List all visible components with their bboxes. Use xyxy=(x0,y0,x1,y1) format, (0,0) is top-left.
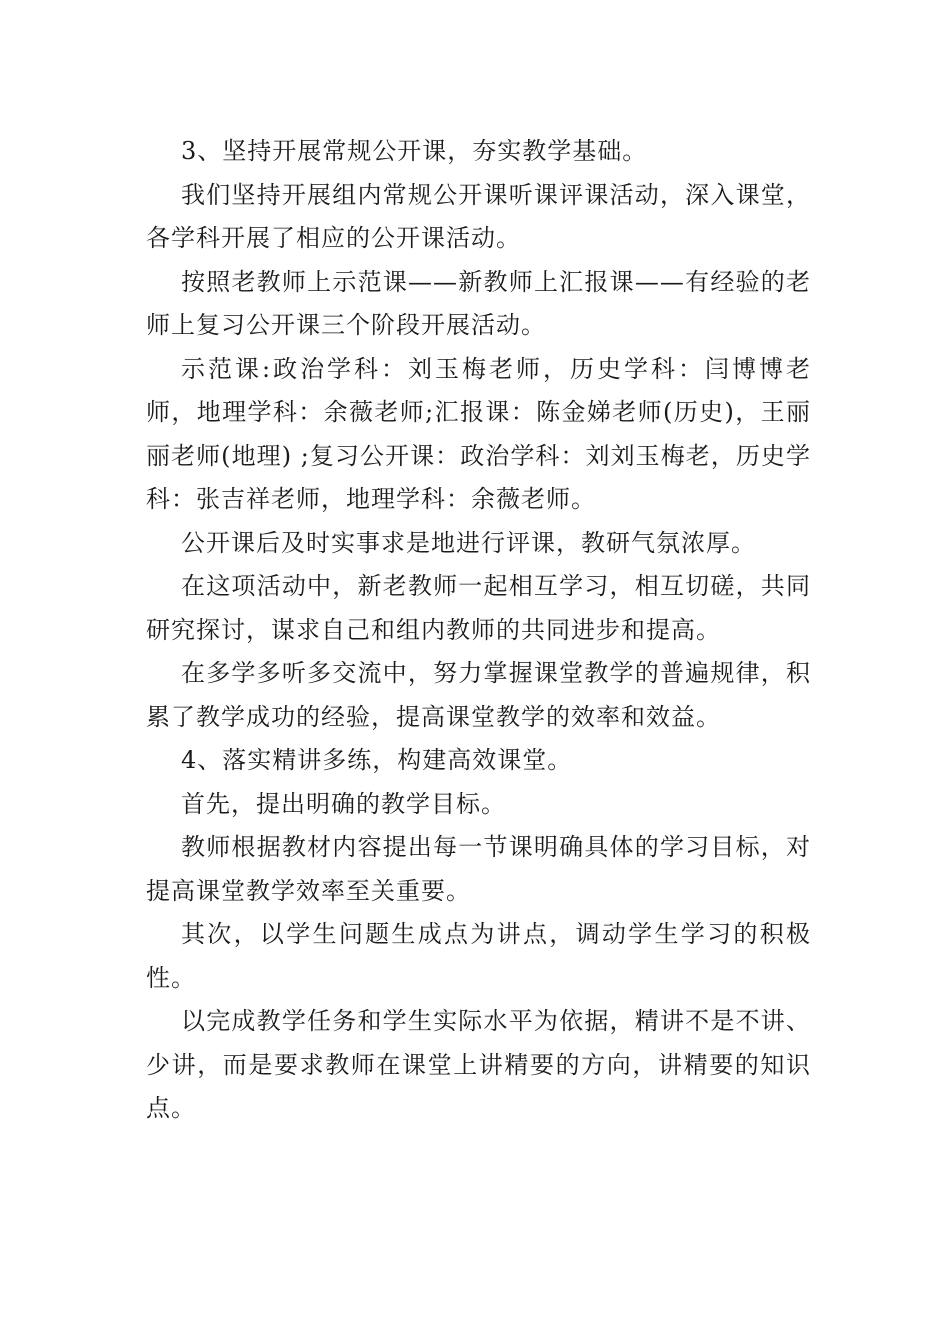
paragraph: 按照老教师上示范课——新教师上汇报课——有经验的老师上复习公开课三个阶段开展活动。 xyxy=(146,267,811,339)
paragraph: 其次，以学生问题生成点为讲点，调动学生学习的积极性。 xyxy=(146,920,811,992)
paragraph: 在这项活动中，新老教师一起相互学习，相互切磋，共同研究探讨，谋求自己和组内教师的共同进步和提高。 xyxy=(146,572,811,644)
paragraph: 在多学多听多交流中，努力掌握课堂教学的普遍规律，积累了教学成功的经验，提高课堂教学的效率和效益。 xyxy=(146,659,811,731)
paragraph: 首先，提出明确的教学目标。 xyxy=(181,789,506,818)
paragraph: 公开课后及时实事求是地进行评课，教研气氛浓厚。 xyxy=(181,528,756,557)
section-heading-4: 4、落实精讲多练，构建高效课堂。 xyxy=(181,746,573,774)
paragraph: 以完成教学任务和学生实际水平为依据，精讲不是不讲、少讲，而是要求教师在课堂上讲精要的方向，讲精要的知识点。 xyxy=(146,1007,811,1122)
section-heading-3: 3、坚持开展常规公开课，夯实教学基础。 xyxy=(181,137,648,165)
paragraph: 我们坚持开展组内常规公开课听课评课活动，深入课堂，各学科开展了相应的公开课活动。 xyxy=(146,180,811,252)
document-body xyxy=(146,130,811,1131)
paragraph: 示范课:政治学科：刘玉梅老师，历史学科：闫博博老师，地理学科：余薇老师;汇报课：陈金娣老师(历史)，王丽丽老师(地理) ;复习公开课：政治学科：刘刘玉梅老，历史学科：张吉祥老师，地理学科：余薇老师。 xyxy=(146,354,811,513)
paragraph: 教师根据教材内容提出每一节课明确具体的学习目标，对提高课堂教学效率至关重要。 xyxy=(146,833,811,905)
